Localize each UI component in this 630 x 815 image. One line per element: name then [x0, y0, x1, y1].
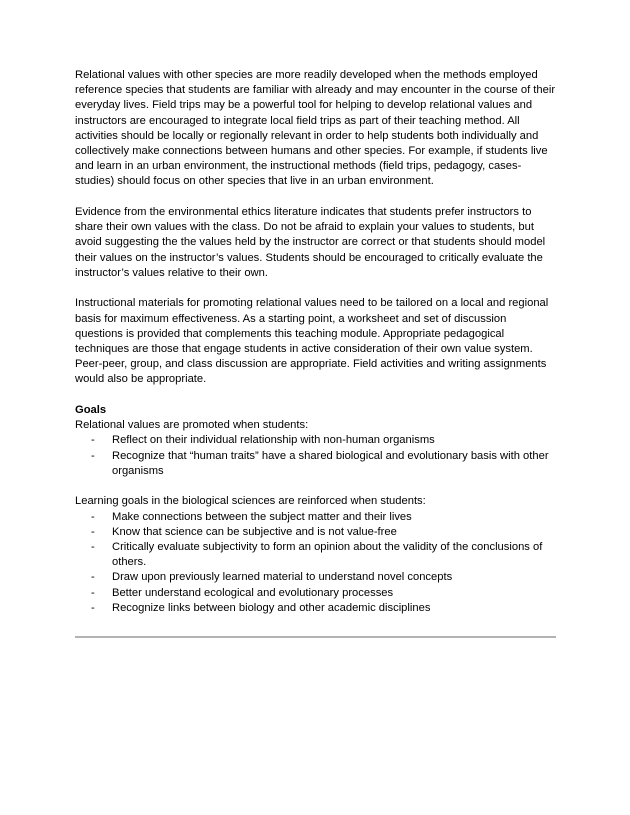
dash-bullet: -	[91, 601, 95, 614]
list-item: - Make connections between the subject matter and their lives	[75, 510, 557, 525]
learning-goals-list	[75, 510, 557, 616]
goals-section	[75, 403, 557, 616]
relational-goals-list	[75, 433, 557, 479]
paragraph-relational-values: Relational values with other species are more readily developed when the methods employed reference species that students are familiar with already and may encounter in the course of their everyday lives. Field trips may be a powerful tool for helping to develop relational values and instructors are encouraged to integrate local field trips as part of their teaching method. All activities should be locally or regionally relevant in order to help students both individually and collectively make connections between humans and other species. For example, if students live and learn in an urban environment, the instructional methods (field trips, pedagogy, cases-studies) should focus on other species that live in an urban environment.	[75, 69, 556, 188]
dash-bullet: -	[91, 434, 95, 447]
list-item: - Reflect on their individual relationship with non-human organisms	[75, 433, 557, 448]
list-item: - Recognize links between biology and other academic disciplines	[75, 601, 557, 616]
document-body	[75, 68, 557, 616]
dash-bullet: -	[91, 586, 95, 599]
horizontal-divider	[75, 636, 556, 638]
dash-bullet: -	[91, 571, 95, 584]
list-item: - Know that science can be subjective and is not value-free	[75, 525, 557, 540]
list-item: - Recognize that “human traits” have a shared biological and evolutionary basis with other organisms	[91, 449, 549, 477]
paragraph-environmental-ethics: Evidence from the environmental ethics literature indicates that students prefer instructors to share their own values with the class. Do not be afraid to explain your values to students, but avoid suggesting the the values held by the instructor are correct or that students should model their values on the instructor’s values. Students should be encouraged to critically evaluate the instructor’s values relative to their own.	[75, 206, 546, 279]
goals-heading: Goals	[75, 404, 107, 417]
list-item: - Better understand ecological and evolutionary processes	[75, 586, 557, 601]
dash-bullet: -	[91, 449, 95, 462]
dash-bullet: -	[91, 525, 95, 538]
list-item: - Critically evaluate subjectivity to form an opinion about the validity of the conclusions of others.	[91, 541, 543, 569]
dash-bullet: -	[91, 541, 95, 554]
paragraph-instructional-materials: Instructional materials for promoting relational values need to be tailored on a local and regional basis for maximum effectiveness. As a starting point, a worksheet and set of discussion questions is provided that complements this teaching module. Appropriate pedagogical techniques are those that engage students in active consideration of their own value system. Peer-peer, group, and class discussion are appropriate. Field activities and writing assignments would also be appropriate.	[75, 297, 549, 386]
learning-goals-intro: Learning goals in the biological sciences are reinforced when students:	[75, 495, 426, 508]
list-item: - Draw upon previously learned material to understand novel concepts	[75, 570, 557, 585]
relational-goals-intro: Relational values are promoted when students:	[75, 419, 309, 432]
dash-bullet: -	[91, 510, 95, 523]
